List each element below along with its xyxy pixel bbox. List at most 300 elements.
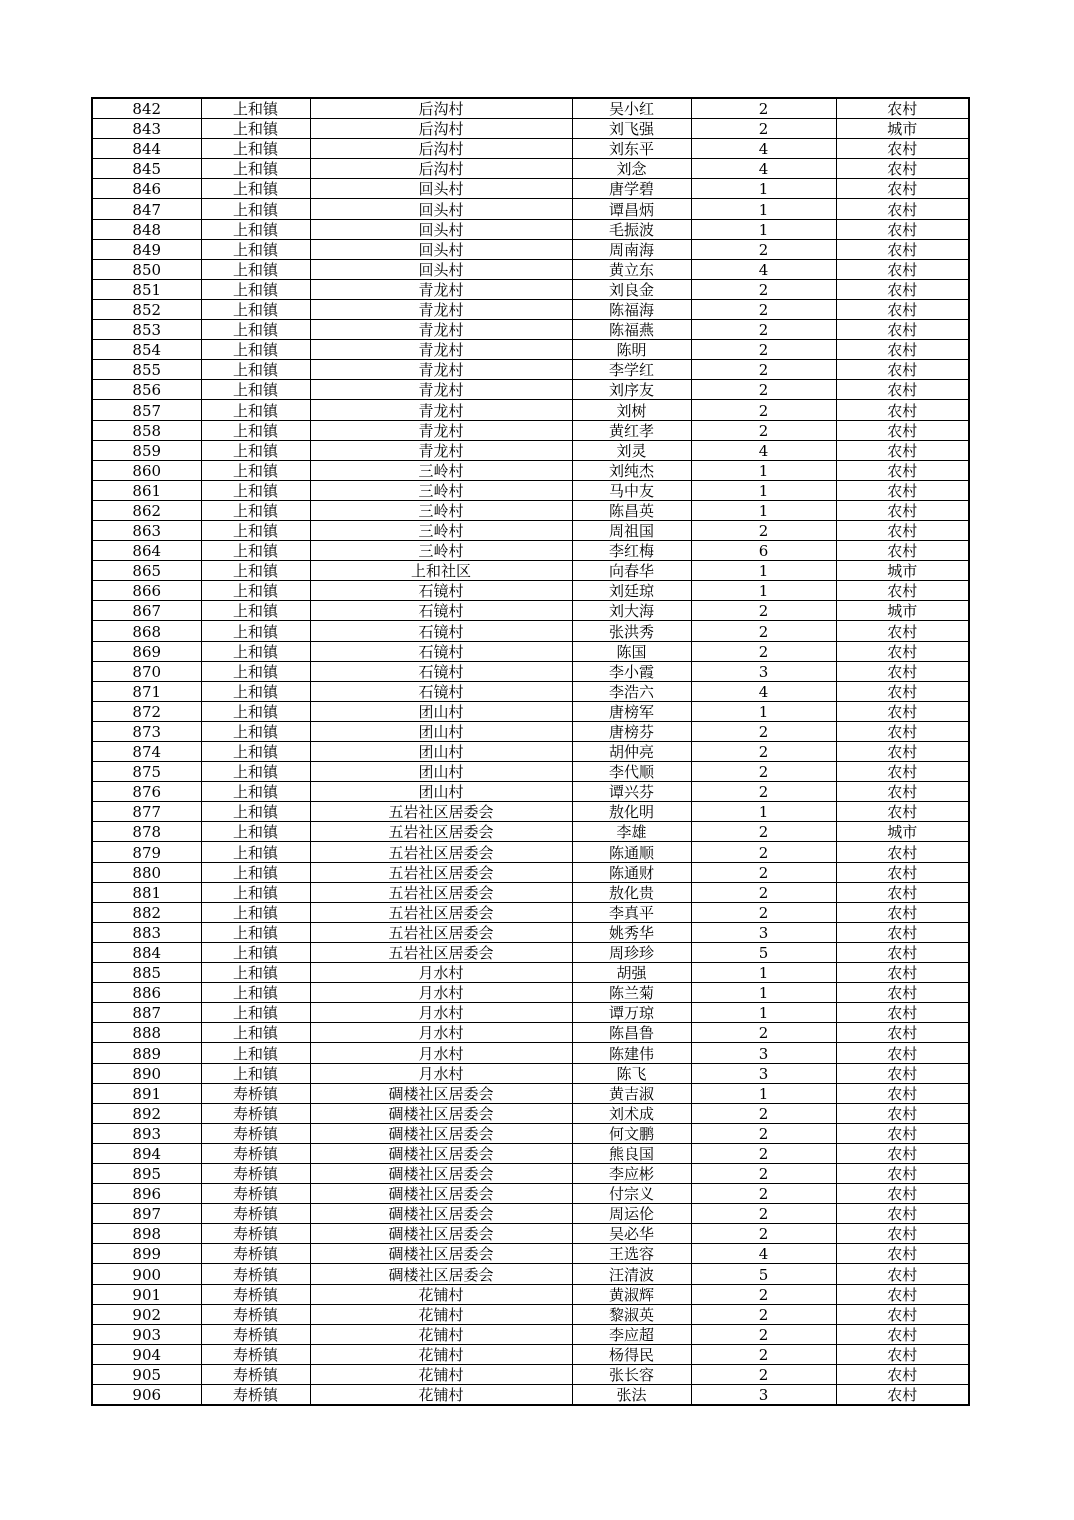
count-cell: 2 [691, 902, 836, 922]
household-type-cell: 农村 [836, 1324, 969, 1344]
village-cell: 团山村 [310, 762, 572, 782]
name-cell: 周祖国 [572, 520, 691, 540]
count-cell: 2 [691, 742, 836, 762]
village-cell: 回头村 [310, 239, 572, 259]
village-cell: 碉楼社区居委会 [310, 1123, 572, 1143]
table-row [92, 782, 969, 802]
household-type-cell: 农村 [836, 1023, 969, 1043]
town-cell: 上和镇 [201, 299, 310, 319]
village-cell: 花铺村 [310, 1344, 572, 1364]
table-row [92, 541, 969, 561]
table-row [92, 641, 969, 661]
count-cell: 3 [691, 1385, 836, 1406]
count-cell: 2 [691, 822, 836, 842]
row-number-cell: 874 [92, 742, 201, 762]
town-cell: 上和镇 [201, 822, 310, 842]
count-cell: 4 [691, 159, 836, 179]
count-cell: 1 [691, 701, 836, 721]
town-cell: 上和镇 [201, 742, 310, 762]
town-cell: 寿桥镇 [201, 1284, 310, 1304]
name-cell: 李雄 [572, 822, 691, 842]
household-type-cell: 农村 [836, 782, 969, 802]
name-cell: 唐榜军 [572, 701, 691, 721]
village-cell: 月水村 [310, 1003, 572, 1023]
count-cell: 1 [691, 500, 836, 520]
table-row [92, 320, 969, 340]
town-cell: 上和镇 [201, 98, 310, 119]
household-type-cell: 农村 [836, 1003, 969, 1023]
town-cell: 寿桥镇 [201, 1103, 310, 1123]
household-type-cell: 农村 [836, 762, 969, 782]
household-type-cell: 农村 [836, 581, 969, 601]
town-cell: 上和镇 [201, 701, 310, 721]
table-row [92, 1204, 969, 1224]
name-cell: 吴小红 [572, 98, 691, 119]
row-number-cell: 866 [92, 581, 201, 601]
row-number-cell: 875 [92, 762, 201, 782]
town-cell: 上和镇 [201, 159, 310, 179]
village-cell: 碉楼社区居委会 [310, 1204, 572, 1224]
row-number-cell: 862 [92, 500, 201, 520]
count-cell: 1 [691, 561, 836, 581]
name-cell: 刘念 [572, 159, 691, 179]
count-cell: 4 [691, 259, 836, 279]
village-cell: 团山村 [310, 782, 572, 802]
village-cell: 五岩社区居委会 [310, 902, 572, 922]
village-cell: 后沟村 [310, 139, 572, 159]
household-type-cell: 农村 [836, 742, 969, 762]
row-number-cell: 885 [92, 963, 201, 983]
count-cell: 2 [691, 762, 836, 782]
name-cell: 李小霞 [572, 661, 691, 681]
name-cell: 黎淑英 [572, 1304, 691, 1324]
town-cell: 上和镇 [201, 1023, 310, 1043]
table-row [92, 179, 969, 199]
row-number-cell: 903 [92, 1324, 201, 1344]
row-number-cell: 887 [92, 1003, 201, 1023]
household-type-cell: 农村 [836, 1043, 969, 1063]
row-number-cell: 878 [92, 822, 201, 842]
village-cell: 五岩社区居委会 [310, 862, 572, 882]
town-cell: 上和镇 [201, 360, 310, 380]
household-type-cell: 农村 [836, 922, 969, 942]
town-cell: 上和镇 [201, 581, 310, 601]
row-number-cell: 849 [92, 239, 201, 259]
row-number-cell: 906 [92, 1385, 201, 1406]
count-cell: 1 [691, 802, 836, 822]
household-type-cell: 农村 [836, 1244, 969, 1264]
name-cell: 李应超 [572, 1324, 691, 1344]
name-cell: 胡强 [572, 963, 691, 983]
name-cell: 刘大海 [572, 601, 691, 621]
row-number-cell: 859 [92, 440, 201, 460]
table-row [92, 842, 969, 862]
count-cell: 2 [691, 1163, 836, 1183]
table-row [92, 942, 969, 962]
count-cell: 2 [691, 420, 836, 440]
household-type-cell: 农村 [836, 380, 969, 400]
name-cell: 周珍珍 [572, 942, 691, 962]
row-number-cell: 897 [92, 1204, 201, 1224]
row-number-cell: 857 [92, 400, 201, 420]
town-cell: 上和镇 [201, 882, 310, 902]
household-type-cell: 农村 [836, 882, 969, 902]
table-row [92, 1143, 969, 1163]
village-cell: 碉楼社区居委会 [310, 1143, 572, 1163]
name-cell: 吴必华 [572, 1224, 691, 1244]
town-cell: 上和镇 [201, 842, 310, 862]
count-cell: 1 [691, 179, 836, 199]
household-type-cell: 农村 [836, 842, 969, 862]
count-cell: 2 [691, 862, 836, 882]
village-cell: 五岩社区居委会 [310, 802, 572, 822]
name-cell: 刘灵 [572, 440, 691, 460]
town-cell: 上和镇 [201, 561, 310, 581]
row-number-cell: 861 [92, 480, 201, 500]
table-row [92, 139, 969, 159]
village-cell: 回头村 [310, 219, 572, 239]
row-number-cell: 882 [92, 902, 201, 922]
household-type-cell: 农村 [836, 299, 969, 319]
household-type-cell: 城市 [836, 561, 969, 581]
village-cell: 碉楼社区居委会 [310, 1103, 572, 1123]
count-cell: 4 [691, 139, 836, 159]
row-number-cell: 890 [92, 1063, 201, 1083]
row-number-cell: 858 [92, 420, 201, 440]
count-cell: 2 [691, 842, 836, 862]
table-row [92, 802, 969, 822]
town-cell: 寿桥镇 [201, 1204, 310, 1224]
count-cell: 2 [691, 279, 836, 299]
table-row [92, 983, 969, 1003]
town-cell: 上和镇 [201, 139, 310, 159]
town-cell: 寿桥镇 [201, 1244, 310, 1264]
count-cell: 2 [691, 1324, 836, 1344]
count-cell: 2 [691, 520, 836, 540]
name-cell: 陈昌英 [572, 500, 691, 520]
table-row [92, 520, 969, 540]
household-type-cell: 城市 [836, 822, 969, 842]
village-cell: 后沟村 [310, 119, 572, 139]
count-cell: 3 [691, 922, 836, 942]
town-cell: 寿桥镇 [201, 1304, 310, 1324]
household-type-cell: 农村 [836, 480, 969, 500]
count-cell: 2 [691, 1184, 836, 1204]
village-cell: 石镜村 [310, 661, 572, 681]
row-number-cell: 884 [92, 942, 201, 962]
village-cell: 花铺村 [310, 1324, 572, 1344]
town-cell: 上和镇 [201, 762, 310, 782]
row-number-cell: 868 [92, 621, 201, 641]
table-row [92, 902, 969, 922]
name-cell: 陈国 [572, 641, 691, 661]
name-cell: 王选容 [572, 1244, 691, 1264]
table-row [92, 1304, 969, 1324]
table-row [92, 1063, 969, 1083]
row-number-cell: 898 [92, 1224, 201, 1244]
name-cell: 李应彬 [572, 1163, 691, 1183]
table-row [92, 681, 969, 701]
row-number-cell: 865 [92, 561, 201, 581]
count-cell: 2 [691, 320, 836, 340]
count-cell: 2 [691, 98, 836, 119]
table-row [92, 1284, 969, 1304]
row-number-cell: 856 [92, 380, 201, 400]
household-type-cell: 农村 [836, 1304, 969, 1324]
table-row [92, 882, 969, 902]
town-cell: 寿桥镇 [201, 1385, 310, 1406]
village-cell: 三岭村 [310, 480, 572, 500]
name-cell: 周南海 [572, 239, 691, 259]
name-cell: 陈明 [572, 340, 691, 360]
row-number-cell: 871 [92, 681, 201, 701]
table-row [92, 1184, 969, 1204]
count-cell: 2 [691, 1284, 836, 1304]
row-number-cell: 870 [92, 661, 201, 681]
village-cell: 花铺村 [310, 1364, 572, 1384]
town-cell: 上和镇 [201, 1003, 310, 1023]
household-type-cell: 农村 [836, 440, 969, 460]
count-cell: 1 [691, 983, 836, 1003]
household-type-cell: 农村 [836, 1344, 969, 1364]
table-row [92, 480, 969, 500]
table-row [92, 299, 969, 319]
village-cell: 五岩社区居委会 [310, 842, 572, 862]
name-cell: 向春华 [572, 561, 691, 581]
table-row [92, 1324, 969, 1344]
household-type-cell: 农村 [836, 1123, 969, 1143]
table-row [92, 219, 969, 239]
village-cell: 五岩社区居委会 [310, 822, 572, 842]
household-type-cell: 农村 [836, 460, 969, 480]
village-cell: 月水村 [310, 963, 572, 983]
name-cell: 刘纯杰 [572, 460, 691, 480]
village-cell: 五岩社区居委会 [310, 922, 572, 942]
records-table [91, 97, 970, 1406]
table-row [92, 360, 969, 380]
row-number-cell: 854 [92, 340, 201, 360]
household-type-cell: 农村 [836, 259, 969, 279]
count-cell: 1 [691, 219, 836, 239]
row-number-cell: 873 [92, 721, 201, 741]
name-cell: 陈通顺 [572, 842, 691, 862]
row-number-cell: 848 [92, 219, 201, 239]
name-cell: 付宗义 [572, 1184, 691, 1204]
household-type-cell: 农村 [836, 963, 969, 983]
count-cell: 4 [691, 1244, 836, 1264]
row-number-cell: 851 [92, 279, 201, 299]
town-cell: 上和镇 [201, 1063, 310, 1083]
village-cell: 石镜村 [310, 601, 572, 621]
name-cell: 唐榜芬 [572, 721, 691, 741]
village-cell: 碉楼社区居委会 [310, 1244, 572, 1264]
name-cell: 陈福燕 [572, 320, 691, 340]
table-row [92, 922, 969, 942]
name-cell: 陈兰菊 [572, 983, 691, 1003]
town-cell: 上和镇 [201, 902, 310, 922]
town-cell: 上和镇 [201, 621, 310, 641]
table-row [92, 822, 969, 842]
row-number-cell: 880 [92, 862, 201, 882]
table-row [92, 601, 969, 621]
village-cell: 后沟村 [310, 98, 572, 119]
name-cell: 张长容 [572, 1364, 691, 1384]
name-cell: 敖化贵 [572, 882, 691, 902]
name-cell: 黄立东 [572, 259, 691, 279]
table-row [92, 1364, 969, 1384]
town-cell: 上和镇 [201, 119, 310, 139]
row-number-cell: 881 [92, 882, 201, 902]
count-cell: 2 [691, 601, 836, 621]
village-cell: 月水村 [310, 983, 572, 1003]
village-cell: 青龙村 [310, 400, 572, 420]
name-cell: 刘东平 [572, 139, 691, 159]
count-cell: 4 [691, 440, 836, 460]
name-cell: 李学红 [572, 360, 691, 380]
household-type-cell: 农村 [836, 1063, 969, 1083]
table-row [92, 1224, 969, 1244]
village-cell: 后沟村 [310, 159, 572, 179]
row-number-cell: 847 [92, 199, 201, 219]
name-cell: 黄红孝 [572, 420, 691, 440]
count-cell: 5 [691, 942, 836, 962]
household-type-cell: 农村 [836, 902, 969, 922]
name-cell: 胡仲亮 [572, 742, 691, 762]
count-cell: 2 [691, 1123, 836, 1143]
household-type-cell: 农村 [836, 1264, 969, 1284]
table-row [92, 259, 969, 279]
name-cell: 刘序友 [572, 380, 691, 400]
row-number-cell: 894 [92, 1143, 201, 1163]
table-row [92, 1023, 969, 1043]
household-type-cell: 农村 [836, 1385, 969, 1406]
town-cell: 上和镇 [201, 782, 310, 802]
name-cell: 谭昌炳 [572, 199, 691, 219]
town-cell: 上和镇 [201, 179, 310, 199]
village-cell: 五岩社区居委会 [310, 942, 572, 962]
table-row [92, 279, 969, 299]
household-type-cell: 农村 [836, 219, 969, 239]
town-cell: 上和镇 [201, 681, 310, 701]
count-cell: 3 [691, 661, 836, 681]
town-cell: 上和镇 [201, 983, 310, 1003]
town-cell: 寿桥镇 [201, 1224, 310, 1244]
town-cell: 上和镇 [201, 942, 310, 962]
count-cell: 1 [691, 480, 836, 500]
row-number-cell: 879 [92, 842, 201, 862]
town-cell: 上和镇 [201, 420, 310, 440]
household-type-cell: 农村 [836, 179, 969, 199]
row-number-cell: 855 [92, 360, 201, 380]
village-cell: 月水村 [310, 1043, 572, 1063]
table-row [92, 561, 969, 581]
household-type-cell: 农村 [836, 541, 969, 561]
household-type-cell: 农村 [836, 1204, 969, 1224]
count-cell: 2 [691, 360, 836, 380]
name-cell: 熊良国 [572, 1143, 691, 1163]
town-cell: 上和镇 [201, 520, 310, 540]
town-cell: 寿桥镇 [201, 1364, 310, 1384]
row-number-cell: 892 [92, 1103, 201, 1123]
name-cell: 黄吉淑 [572, 1083, 691, 1103]
row-number-cell: 883 [92, 922, 201, 942]
table-row [92, 1344, 969, 1364]
row-number-cell: 867 [92, 601, 201, 621]
town-cell: 上和镇 [201, 922, 310, 942]
household-type-cell: 农村 [836, 621, 969, 641]
village-cell: 青龙村 [310, 320, 572, 340]
row-number-cell: 863 [92, 520, 201, 540]
household-type-cell: 农村 [836, 983, 969, 1003]
count-cell: 1 [691, 199, 836, 219]
row-number-cell: 891 [92, 1083, 201, 1103]
village-cell: 花铺村 [310, 1385, 572, 1406]
name-cell: 刘飞强 [572, 119, 691, 139]
row-number-cell: 845 [92, 159, 201, 179]
name-cell: 毛振波 [572, 219, 691, 239]
table-row [92, 1264, 969, 1284]
town-cell: 上和镇 [201, 601, 310, 621]
town-cell: 上和镇 [201, 320, 310, 340]
town-cell: 上和镇 [201, 340, 310, 360]
row-number-cell: 869 [92, 641, 201, 661]
table-row [92, 701, 969, 721]
household-type-cell: 农村 [836, 1163, 969, 1183]
town-cell: 上和镇 [201, 219, 310, 239]
town-cell: 上和镇 [201, 239, 310, 259]
count-cell: 2 [691, 1204, 836, 1224]
row-number-cell: 877 [92, 802, 201, 822]
village-cell: 三岭村 [310, 500, 572, 520]
table-row [92, 1385, 969, 1406]
count-cell: 1 [691, 581, 836, 601]
count-cell: 6 [691, 541, 836, 561]
table-row [92, 742, 969, 762]
village-cell: 上和社区 [310, 561, 572, 581]
household-type-cell: 农村 [836, 1284, 969, 1304]
count-cell: 2 [691, 721, 836, 741]
table-row [92, 119, 969, 139]
village-cell: 石镜村 [310, 681, 572, 701]
table-row [92, 239, 969, 259]
village-cell: 碉楼社区居委会 [310, 1163, 572, 1183]
household-type-cell: 农村 [836, 1364, 969, 1384]
village-cell: 三岭村 [310, 520, 572, 540]
town-cell: 寿桥镇 [201, 1123, 310, 1143]
household-type-cell: 农村 [836, 721, 969, 741]
town-cell: 上和镇 [201, 199, 310, 219]
village-cell: 青龙村 [310, 360, 572, 380]
records-table-body [92, 98, 969, 1405]
table-row [92, 1043, 969, 1063]
town-cell: 上和镇 [201, 641, 310, 661]
table-row [92, 762, 969, 782]
row-number-cell: 896 [92, 1184, 201, 1204]
table-row [92, 621, 969, 641]
household-type-cell: 农村 [836, 500, 969, 520]
name-cell: 刘廷琼 [572, 581, 691, 601]
row-number-cell: 899 [92, 1244, 201, 1264]
count-cell: 1 [691, 460, 836, 480]
household-type-cell: 农村 [836, 98, 969, 119]
table-row [92, 1003, 969, 1023]
name-cell: 姚秀华 [572, 922, 691, 942]
village-cell: 石镜村 [310, 581, 572, 601]
town-cell: 上和镇 [201, 721, 310, 741]
village-cell: 青龙村 [310, 340, 572, 360]
count-cell: 2 [691, 400, 836, 420]
household-type-cell: 农村 [836, 1184, 969, 1204]
